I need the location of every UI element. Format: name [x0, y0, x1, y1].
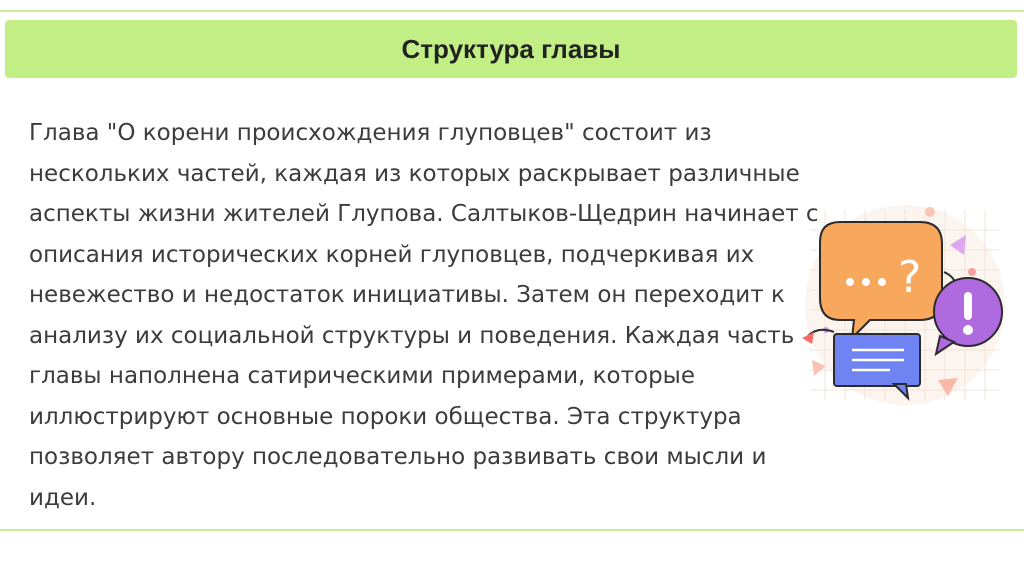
slide-title: Структура главы: [401, 33, 621, 64]
dot-decoration-icon: [968, 268, 976, 276]
svg-text:?: ?: [898, 252, 922, 303]
chat-bubbles-illustration: [790, 200, 1020, 410]
slide-body-text: Глава "О корени происхождения глуповцев" состоит из нескольких частей, каждая из которых раскрывает различные аспекты жизни жителей Глупова. Салтыков-Щедрин начинает с описания исторических корней глуповцев, подчеркивая их невежество и недостаток инициативы. Затем он переходит к анализу их социальной структуры и поведения. Каждая часть главы наполнена сатирическими примерами, которые иллюстрируют основные пороки общества. Эта структура позволяет автору последовательно развивать свои мысли и идеи.: [29, 120, 819, 511]
top-divider: [0, 10, 1024, 12]
speech-bubble-question-icon: [820, 222, 942, 338]
arrow-head-icon: [802, 332, 814, 344]
bottom-divider: [0, 529, 1024, 531]
title-bar: [5, 20, 1017, 78]
dot-decoration-icon: [925, 207, 935, 217]
